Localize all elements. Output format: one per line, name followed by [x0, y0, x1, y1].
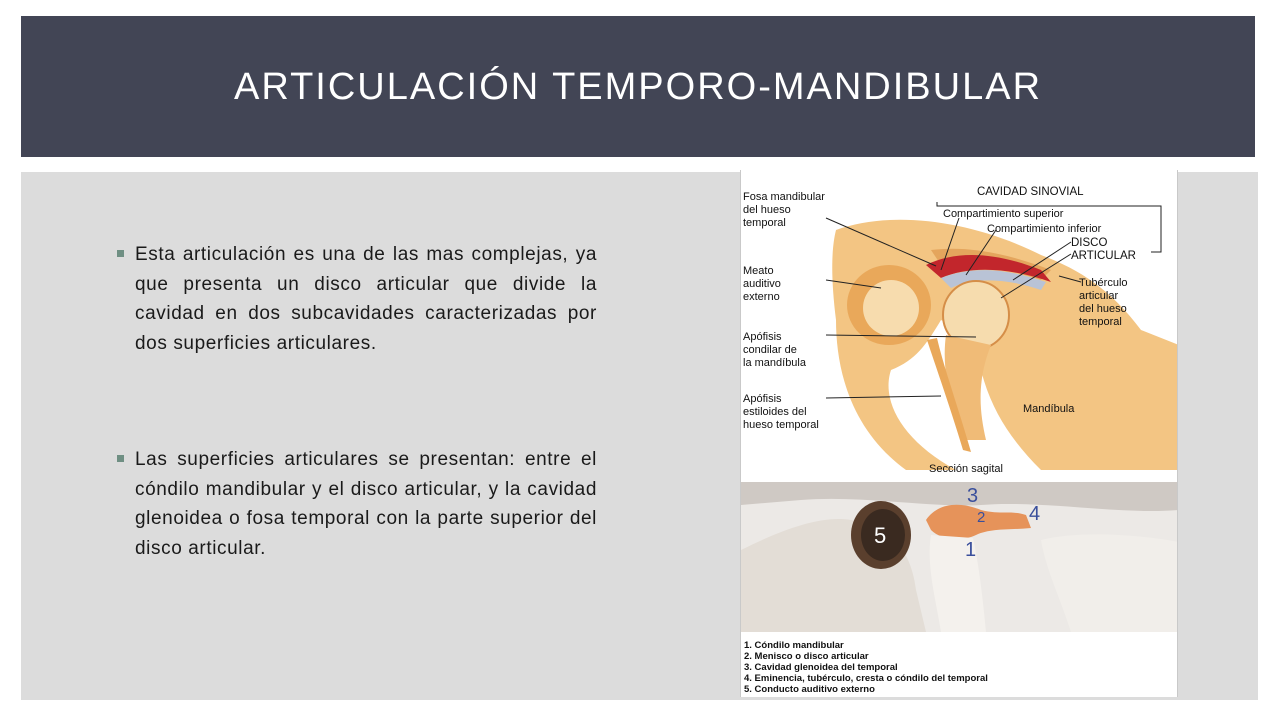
label-apofisis-est-3: hueso temporal — [743, 419, 819, 431]
label-meato-1: Meato — [743, 265, 774, 277]
photo-number-2: 2 — [977, 509, 986, 526]
label-mandibula: Mandíbula — [1023, 403, 1075, 415]
label-disco-2: ARTICULAR — [1071, 250, 1136, 262]
bullet-list — [117, 240, 597, 563]
legend-line: 5. Conducto auditivo externo — [744, 684, 875, 695]
tmj-figure — [740, 170, 1178, 697]
bullet-text: Esta articulación es una de las mas complejas, ya que presenta un disco articular que divide la cavidad en dos subcavidades caracterizadas por dos superficies articulares. — [135, 244, 597, 354]
label-seccion-sagital: Sección sagital — [929, 463, 1003, 475]
label-apofisis-est-1: Apófisis — [743, 393, 782, 405]
label-meato-2: auditivo — [743, 278, 781, 290]
label-comp-superior: Compartimiento superior — [943, 208, 1064, 220]
label-cavidad-sinovial: CAVIDAD SINOVIAL — [977, 186, 1084, 198]
legend-line: 4. Eminencia, tubérculo, cresta o cóndilo del temporal — [744, 673, 988, 684]
bullet-text: Las superficies articulares se presentan: entre el cóndilo mandibular y el disco articular, y la cavidad glenoidea o fosa temporal con la parte superior del disco articular. — [135, 449, 597, 559]
label-apofisis-cond-2: condilar de — [743, 344, 797, 356]
photo-number-3: 3 — [967, 485, 979, 507]
legend-line: 2. Menisco o disco articular — [744, 651, 869, 662]
slide-title: ARTICULACIÓN TEMPORO-MANDIBULAR — [233, 66, 1043, 108]
title-bar — [21, 16, 1255, 157]
legend-line: 3. Cavidad glenoidea del temporal — [744, 662, 898, 673]
label-disco-1: DISCO — [1071, 237, 1108, 249]
label-tuberculo-2: articular — [1079, 290, 1119, 302]
square-bullet-icon — [117, 250, 124, 257]
label-tuberculo-4: temporal — [1079, 316, 1122, 328]
bullet-item — [117, 445, 597, 563]
label-meato-3: externo — [743, 291, 780, 303]
label-tuberculo-1: Tubérculo — [1079, 277, 1128, 289]
label-apofisis-est-2: estiloides del — [743, 406, 807, 418]
label-tuberculo-3: del hueso — [1079, 303, 1127, 315]
bullet-item — [117, 240, 597, 358]
label-fosa-2: del hueso — [743, 204, 791, 216]
label-fosa-1: Fosa mandibular — [743, 191, 825, 203]
label-fosa-3: temporal — [743, 217, 786, 229]
label-apofisis-cond-3: la mandíbula — [743, 357, 806, 369]
photo-number-4: 4 — [1029, 503, 1041, 525]
legend-line: 1. Cóndilo mandibular — [744, 640, 844, 651]
label-comp-inferior: Compartimiento inferior — [987, 223, 1102, 235]
label-apofisis-cond-1: Apófisis — [743, 331, 782, 343]
square-bullet-icon — [117, 455, 124, 462]
photo-number-1: 1 — [965, 539, 977, 561]
photo-number-5: 5 — [874, 523, 887, 548]
tmj-illustration — [741, 170, 1178, 697]
ear-canal-inner — [863, 280, 919, 336]
